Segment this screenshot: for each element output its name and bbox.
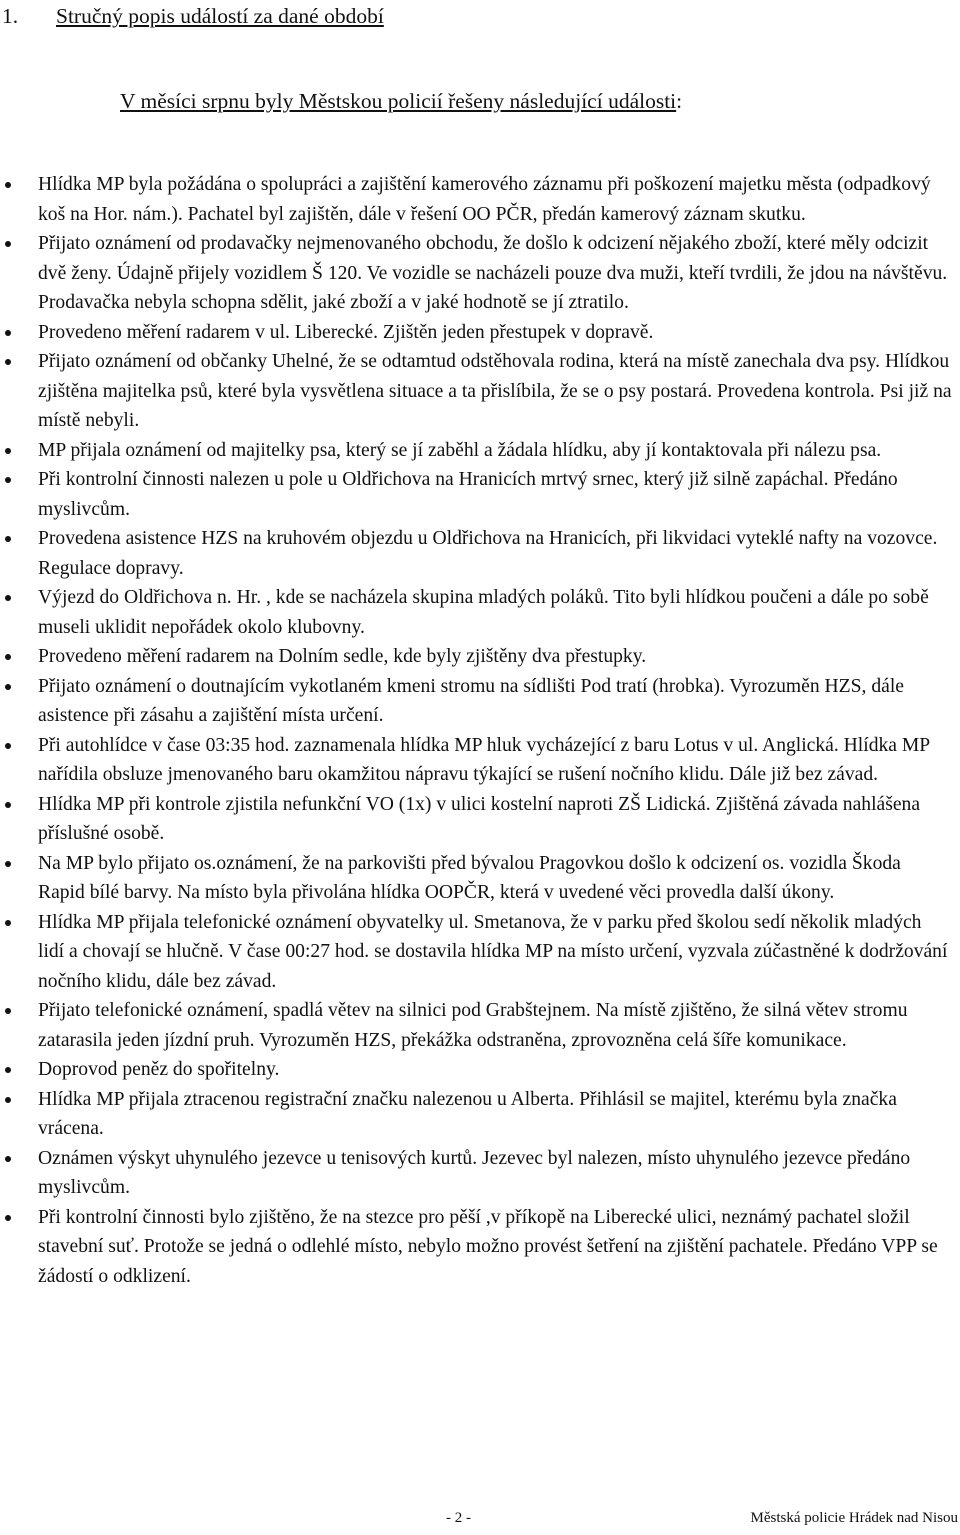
list-item: Hlídka MP přijala telefonické oznámení obyvatelky ul. Smetanova, že v parku před školou sedí několik mladých lidí a chovají se hlučně. V čase 00:27 hod. se dostavila hlídka MP na místo určení, vyzvala zúčastněné k dodržování nočního klidu, dále bez závad. — [0, 908, 960, 997]
list-item: Při kontrolní činnosti bylo zjištěno, že na stezce pro pěší ,v příkopě na Liberecké ulici, neznámý pachatel složil stavební suť. Protože se jedná o odlehlé místo, nebylo možno provést šetření na zjištění pachatele. Předáno VPP se žádostí o odklizení. — [0, 1203, 960, 1292]
subheading — [120, 87, 682, 115]
list-item: Provedena asistence HZS na kruhovém objezdu u Oldřichova na Hranicích, při likvidaci vyteklé nafty na vozovce. Regulace dopravy. — [0, 524, 960, 583]
list-item: Na MP bylo přijato os.oznámení, že na parkovišti před bývalou Pragovkou došlo k odcizení os. vozidla Škoda Rapid bílé barvy. Na místo byla přivolána hlídka OOPČR, která v uvedené věci provedla další úkony. — [0, 849, 960, 908]
list-item: Výjezd do Oldřichova n. Hr. , kde se nacházela skupina mladých poláků. Tito byli hlídkou poučeni a dále po sobě museli uklidit nepořádek okolo klubovny. — [0, 583, 960, 642]
list-item: Provedeno měření radarem na Dolním sedle, kde byly zjištěny dva přestupky. — [0, 642, 960, 672]
list-item: Hlídka MP při kontrole zjistila nefunkční VO (1x) v ulici kostelní naproti ZŠ Lidická. Zjištěná závada nahlášena příslušné osobě. — [0, 790, 960, 849]
list-item: Hlídka MP přijala ztracenou registrační značku nalezenou u Alberta. Přihlásil se majitel, kterému byla značka vrácena. — [0, 1085, 960, 1144]
page-number: - 2 - — [446, 1510, 471, 1526]
list-item: Hlídka MP byla požádána o spolupráci a zajištění kamerového záznamu při poškození majetku města (odpadkový koš na Hor. nám.). Pachatel byl zajištěn, dále v řešení OO PČR, předán kamerový záznam skutku. — [0, 170, 960, 229]
list-item: Při kontrolní činnosti nalezen u pole u Oldřichova na Hranicích mrtvý srnec, který již silně zapáchal. Předáno myslivcům. — [0, 465, 960, 524]
list-item: Oznámen výskyt uhynulého jezevce u tenisových kurtů. Jezevec byl nalezen, místo uhynulého jezevce předáno myslivcům. — [0, 1144, 960, 1203]
section-number: 1. — [2, 4, 19, 28]
subheading-text: V měsíci srpnu byly Městskou policií řešeny následující události — [120, 89, 677, 113]
list-item: Doprovod peněz do spořitelny. — [0, 1055, 960, 1085]
list-item: MP přijala oznámení od majitelky psa, který se jí zaběhl a žádala hlídku, aby jí kontaktovala při nálezu psa. — [0, 436, 960, 466]
list-item: Přijato oznámení od občanky Uhelné, že se odtamtud odstěhovala rodina, která na místě zanechala dva psy. Hlídkou zjištěna majitelka psů, které byla vysvětlena situace a ta přislíbila, že se o psy postará. Provedena kontrola. Psi již na místě nebyli. — [0, 347, 960, 436]
subheading-colon: : — [676, 89, 683, 113]
section-title: Stručný popis událostí za dané období — [56, 4, 384, 28]
list-item: Přijato oznámení o doutnajícím vykotlaném kmeni stromu na sídlišti Pod tratí (hrobka). Vyrozuměn HZS, dále asistence při zásahu a zajištění místa určení. — [0, 672, 960, 731]
list-item: Provedeno měření radarem v ul. Liberecké. Zjištěn jeden přestupek v dopravě. — [0, 318, 960, 348]
section-heading — [0, 2, 384, 30]
footer-organization: Městská policie Hrádek nad Nisou — [750, 1510, 958, 1526]
list-item: Přijato telefonické oznámení, spadlá větev na silnici pod Grabštejnem. Na místě zjištěno, že silná větev stromu zatarasila jeden jízdní pruh. Vyrozuměn HZS, překážka odstraněna, zprovozněna celá šíře komunikace. — [0, 996, 960, 1055]
list-item: Přijato oznámení od prodavačky nejmenovaného obchodu, že došlo k odcizení nějakého zboží, které měly odcizit dvě ženy. Údajně přijely vozidlem Š 120. Ve vozidle se nacházeli pouze dva muži, kteří tvrdili, že jdou na návštěvu. Prodavačka nebyla schopna sdělit, jaké zboží a v jaké hodnotě se jí ztratilo. — [0, 229, 960, 318]
list-item: Při autohlídce v čase 03:35 hod. zaznamenala hlídka MP hluk vycházející z baru Lotus v ul. Anglická. Hlídka MP nařídila obsluze jmenovaného baru okamžitou nápravu týkající se rušení nočního klidu. Dále již bez závad. — [0, 731, 960, 790]
event-list — [0, 170, 960, 1291]
